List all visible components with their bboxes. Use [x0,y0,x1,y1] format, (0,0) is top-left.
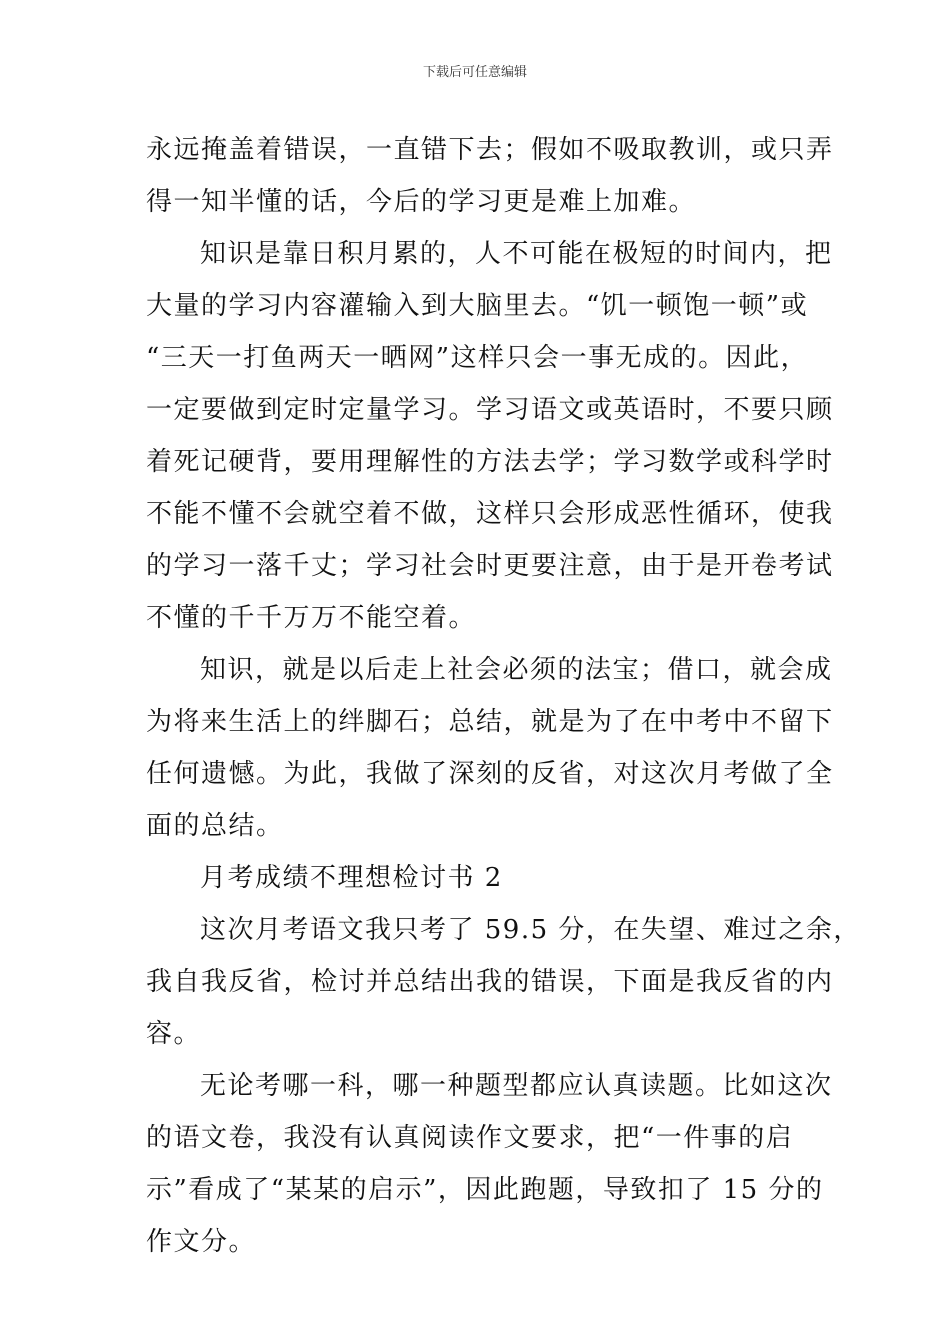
text-line: 的学习一落千丈；学习社会时更要注意，由于是开卷考试 [146,551,834,581]
text-line: 我自我反省，检讨并总结出我的错误，下面是我反省的内 [146,967,834,997]
text-line: 得一知半懂的话，今后的学习更是难上加难。 [146,187,697,217]
document-body [146,124,861,1268]
text-line: 示”看成了“某某的启示”，因此跑题，导致扣了 15 分的 [146,1175,824,1205]
text-line: 知识，就是以后走上社会必须的法宝；借口，就会成 [200,655,833,685]
text-line: 的语文卷，我没有认真阅读作文要求，把“一件事的启 [146,1123,794,1153]
page-header: 下载后可任意编辑 [422,65,527,80]
text-line: 知识是靠日积月累的，人不可能在极短的时间内，把 [200,239,833,269]
text-line: 不懂的千千万万不能空着。 [146,603,477,633]
paragraph [146,904,861,1060]
text-line: 为将来生活上的绊脚石；总结，就是为了在中考中不留下 [146,707,834,737]
text-line: 任何遗憾。为此，我做了深刻的反省，对这次月考做了全 [146,759,834,789]
text-line: “三天一打鱼两天一晒网”这样只会一事无成的。因此， [146,343,809,373]
text-line: 不能不懂不会就空着不做，这样只会形成恶性循环，使我 [146,499,834,529]
paragraph [146,228,834,644]
section-title [146,852,814,904]
text-line: 这次月考语文我只考了 59.5 分，在失望、难过之余， [200,915,861,945]
text-line: 着死记硬背，要用理解性的方法去学；学习数学或科学时 [146,447,834,477]
paragraph [146,1060,833,1268]
text-line: 无论考哪一科，哪一种题型都应认真读题。比如这次 [200,1071,833,1101]
text-line: 一定要做到定时定量学习。学习语文或英语时，不要只顾 [146,395,834,425]
text-line: 永远掩盖着错误，一直错下去；假如不吸取教训，或只弄 [146,135,834,165]
text-line: 面的总结。 [146,811,284,841]
paragraph [146,124,834,228]
text-line: 作文分。 [146,1227,257,1257]
paragraph [146,644,834,852]
text-line: 月考成绩不理想检讨书 2 [200,863,503,893]
text-line: 容。 [146,1019,202,1049]
text-line: 大量的学习内容灌输入到大脑里去。“饥一顿饱一顿”或 [146,291,809,321]
